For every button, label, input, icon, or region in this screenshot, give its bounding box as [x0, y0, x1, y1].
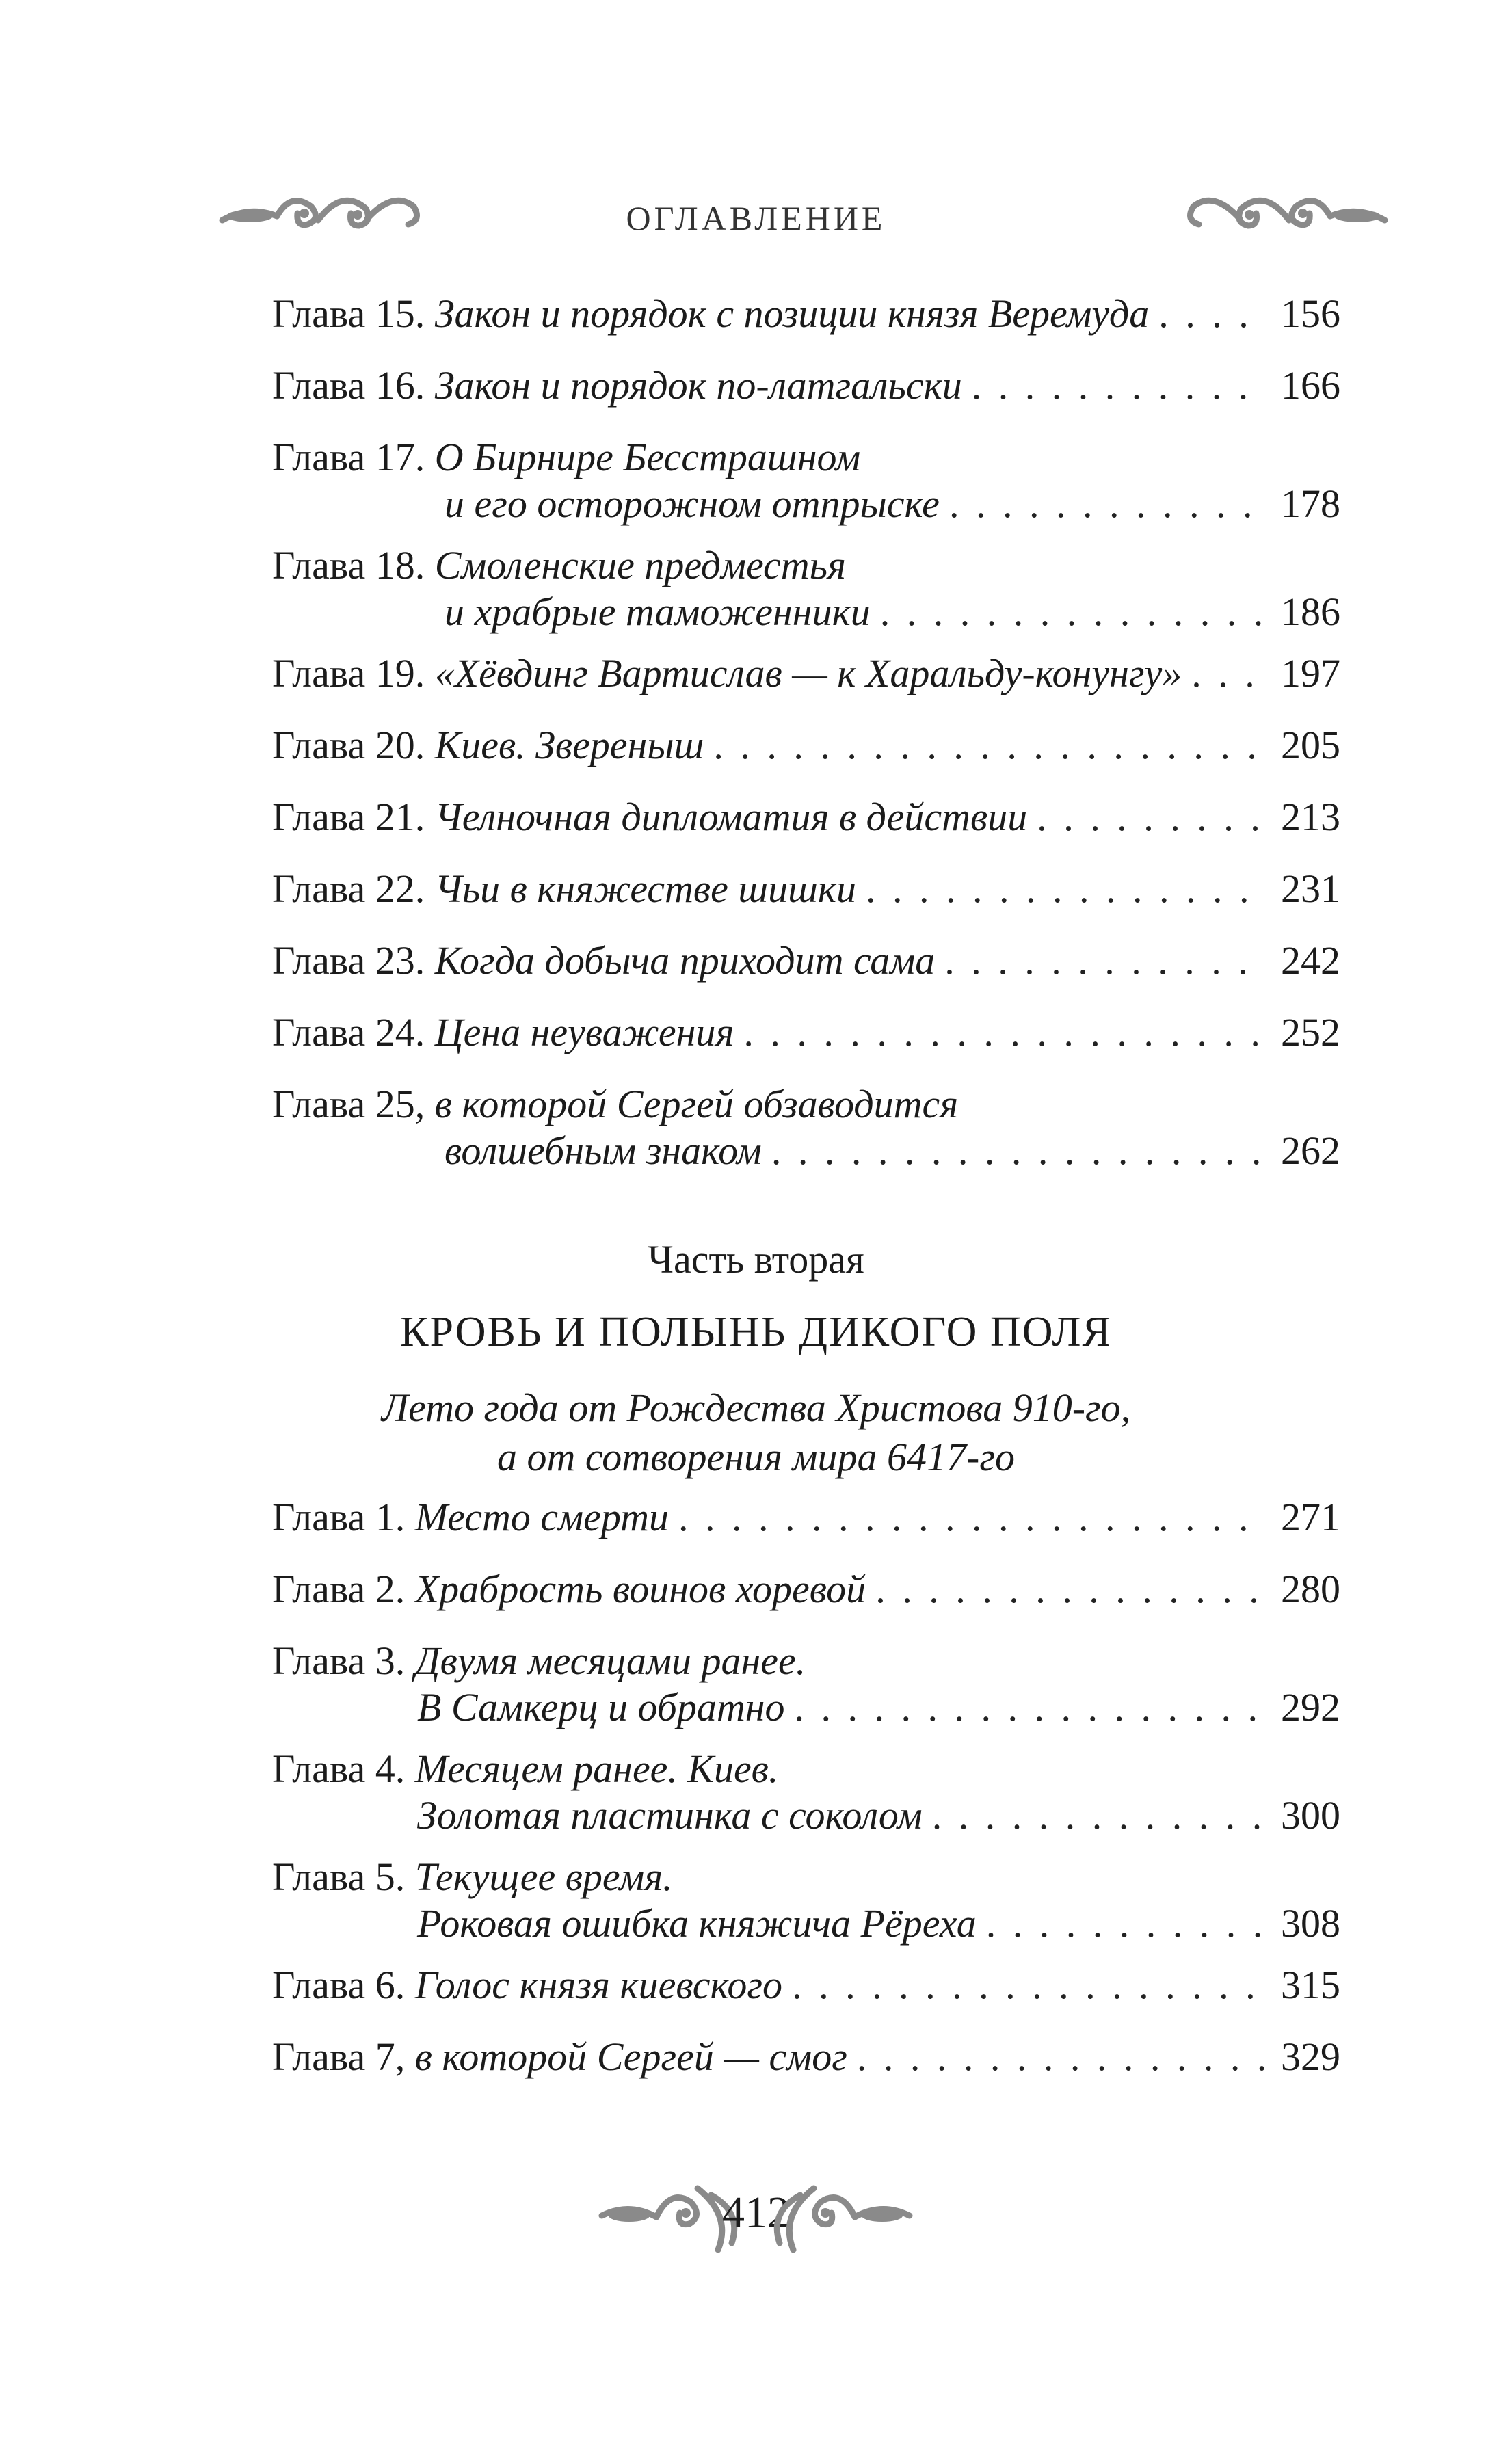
chapter-label: Глава 23.: [272, 938, 425, 983]
toc-entry: [272, 1854, 1340, 1947]
chapter-label: Глава 20.: [272, 723, 425, 767]
chapter-page-number: 292: [1281, 1685, 1340, 1729]
dot-leader: [944, 938, 1265, 984]
chapter-title: Цена неуважения: [434, 1010, 734, 1054]
chapter-page-number: 242: [1281, 938, 1340, 983]
toc-entry-line: [272, 434, 1340, 481]
dot-leader: [678, 1494, 1265, 1541]
chapter-page-number: 197: [1281, 651, 1340, 695]
chapter-label: Глава 3.: [272, 1638, 406, 1683]
toc-entry: [272, 1962, 1340, 2008]
chapter-page-number: 262: [1281, 1128, 1340, 1173]
dot-leader: [949, 481, 1265, 527]
ornament-footer-right-icon: [766, 2175, 916, 2264]
chapter-title: Текущее время.: [414, 1855, 673, 1899]
chapter-title: и его осторожном отпрыске: [445, 481, 940, 526]
part-subtitle-line: Лето года от Рождества Христова 910-го,: [381, 1385, 1131, 1430]
chapter-title: Золотая пластинка с соколом: [417, 1793, 923, 1837]
toc-entry: [272, 1494, 1340, 1541]
toc-entry-line: [272, 866, 1340, 912]
chapter-title: волшебным знаком: [445, 1128, 762, 1173]
dot-leader: [875, 1566, 1265, 1612]
dot-leader: [932, 1792, 1265, 1839]
part-label: Часть вторая: [648, 1237, 864, 1282]
toc-entry-line: [272, 589, 1340, 635]
chapter-label: Глава 15.: [272, 291, 425, 336]
toc-entry-line: [272, 1684, 1340, 1731]
chapter-label: Глава 25,: [272, 1082, 425, 1126]
chapter-title: Когда добыча приходит сама: [434, 938, 936, 983]
toc-entry-line: [272, 1081, 1340, 1128]
toc-entry-line: [272, 650, 1340, 697]
toc-part-one: [272, 291, 1340, 1189]
chapter-page-number: 231: [1281, 866, 1340, 911]
chapter-title: Храбрость воинов хоревой: [414, 1567, 866, 1611]
chapter-title: Челночная дипломатия в действии: [434, 795, 1028, 839]
chapter-title: Чьи в княжестве шишки: [434, 866, 857, 911]
toc-entry-line: [272, 2034, 1340, 2080]
dot-leader: [795, 1684, 1265, 1731]
toc-entry: [272, 291, 1340, 337]
chapter-title: Закон и порядок с позиции князя Веремуда: [434, 291, 1150, 336]
toc-entry-line: [272, 1494, 1340, 1541]
dot-leader: [972, 362, 1265, 409]
toc-entry-line: [272, 1746, 1340, 1792]
toc-entry: [272, 1081, 1340, 1174]
dot-leader: [713, 722, 1265, 769]
toc-entry-line: [272, 481, 1340, 527]
toc-entry: [272, 1566, 1340, 1612]
chapter-page-number: 156: [1281, 291, 1340, 336]
dot-leader: [771, 1128, 1265, 1174]
toc-entry-line: [272, 1009, 1340, 1056]
dot-leader: [866, 866, 1265, 912]
chapter-page-number: 186: [1281, 589, 1340, 634]
chapter-label: Глава 24.: [272, 1010, 425, 1054]
chapter-page-number: 252: [1281, 1010, 1340, 1054]
chapter-title: Голос князя киевского: [414, 1963, 783, 2007]
toc-entry: [272, 650, 1340, 697]
chapter-label: Глава 19.: [272, 651, 425, 695]
running-header: [0, 171, 1512, 253]
chapter-title: Закон и порядок по-латгальски: [434, 363, 962, 408]
chapter-label: Глава 16.: [272, 363, 425, 408]
part-subtitle-line: а от сотворения мира 6417-го: [497, 1435, 1015, 1479]
chapter-page-number: 205: [1281, 723, 1340, 767]
toc-entry-line: [272, 1566, 1340, 1612]
toc-entry-line: [272, 1128, 1340, 1174]
part-subtitle: [0, 1383, 1512, 1482]
chapter-label: Глава 6.: [272, 1963, 406, 2007]
dot-leader: [1037, 794, 1265, 840]
dot-leader: [857, 2034, 1265, 2080]
chapter-title: Смоленские предместья: [434, 543, 846, 587]
chapter-label: Глава 1.: [272, 1495, 406, 1539]
toc-entry-line: [272, 1638, 1340, 1684]
chapter-page-number: 271: [1281, 1495, 1340, 1539]
toc-entry: [272, 2034, 1340, 2080]
toc-entry-line: [272, 291, 1340, 337]
toc-entry-line: [272, 938, 1340, 984]
chapter-page-number: 329: [1281, 2034, 1340, 2079]
chapter-label: Глава 7,: [272, 2034, 406, 2079]
toc-entry-line: [272, 1854, 1340, 1900]
toc-entry-line: [272, 542, 1340, 589]
toc-entry-line: [272, 722, 1340, 769]
toc-entry: [272, 794, 1340, 840]
chapter-title: и храбрые таможенники: [445, 589, 871, 634]
chapter-page-number: 178: [1281, 481, 1340, 526]
chapter-page-number: 213: [1281, 795, 1340, 839]
chapter-page-number: 315: [1281, 1963, 1340, 2007]
chapter-label: Глава 21.: [272, 795, 425, 839]
toc-entry-line: [272, 1792, 1340, 1839]
toc-entry: [272, 938, 1340, 984]
chapter-label: Глава 4.: [272, 1747, 406, 1791]
chapter-label: Глава 2.: [272, 1567, 406, 1611]
header-title: ОГЛАВЛЕНИЕ: [626, 199, 886, 237]
chapter-page-number: 166: [1281, 363, 1340, 408]
chapter-title: Киев. Звереныш: [434, 723, 704, 767]
page-number: 412: [722, 2188, 790, 2238]
chapter-title: Месяцем ранее. Киев.: [414, 1747, 779, 1791]
chapter-title: «Хёвдинг Вартислав — к Харальду-конунгу»: [434, 651, 1182, 695]
ornament-right-icon: [1173, 171, 1398, 246]
chapter-title: Роковая ошибка княжича Рёреха: [417, 1901, 977, 1946]
part-title: КРОВЬ И ПОЛЫНЬ ДИКОГО ПОЛЯ: [400, 1309, 1112, 1355]
toc-entry: [272, 542, 1340, 635]
chapter-title: Двумя месяцами ранее.: [414, 1638, 806, 1683]
chapter-title: О Бирнире Бесстрашном: [434, 435, 861, 479]
toc-entry: [272, 434, 1340, 527]
dot-leader: [1191, 650, 1265, 697]
dot-leader: [880, 589, 1265, 635]
toc-entry: [272, 866, 1340, 912]
chapter-title: В Самкерц и обратно: [417, 1685, 785, 1729]
toc-entry-line: [272, 1900, 1340, 1947]
dot-leader: [743, 1009, 1265, 1056]
toc-entry: [272, 362, 1340, 409]
toc-entry: [272, 722, 1340, 769]
chapter-page-number: 300: [1281, 1793, 1340, 1837]
chapter-label: Глава 18.: [272, 543, 425, 587]
toc-entry-line: [272, 794, 1340, 840]
chapter-page-number: 280: [1281, 1567, 1340, 1611]
dot-leader: [792, 1962, 1265, 2008]
dot-leader: [986, 1900, 1265, 1947]
toc-entry-line: [272, 362, 1340, 409]
toc-part-two: [272, 1494, 1340, 2106]
chapter-label: Глава 17.: [272, 435, 425, 479]
chapter-title: в которой Сергей обзаводится: [434, 1082, 959, 1126]
page-footer: [0, 2175, 1512, 2270]
chapter-label: Глава 22.: [272, 866, 425, 911]
toc-entry: [272, 1009, 1340, 1056]
chapter-title: в которой Сергей — смог: [414, 2034, 847, 2079]
chapter-label: Глава 5.: [272, 1855, 406, 1899]
dot-leader: [1158, 291, 1265, 337]
chapter-page-number: 308: [1281, 1901, 1340, 1946]
toc-entry: [272, 1746, 1340, 1839]
toc-entry: [272, 1638, 1340, 1731]
toc-entry-line: [272, 1962, 1340, 2008]
chapter-title: Место смерти: [414, 1495, 669, 1539]
